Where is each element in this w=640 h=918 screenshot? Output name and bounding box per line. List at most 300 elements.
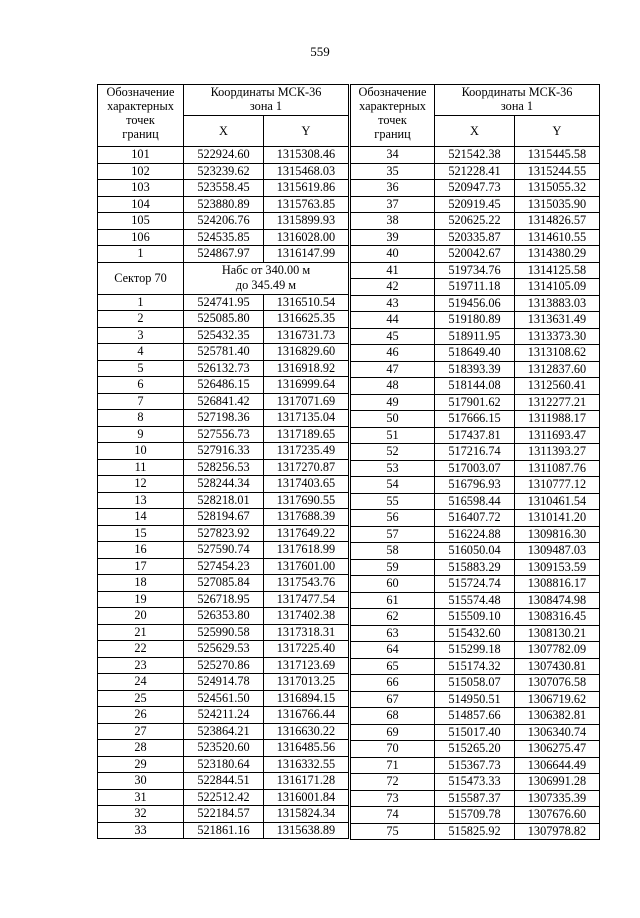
y-cell: 1317135.04 <box>264 410 349 427</box>
point-id-cell: 16 <box>98 542 184 559</box>
table-row <box>98 575 349 592</box>
x-cell: 527916.33 <box>184 443 264 460</box>
y-cell: 1313883.03 <box>515 295 600 312</box>
table-header-row <box>351 85 600 116</box>
y-cell: 1313373.30 <box>515 328 600 345</box>
y-header: Y <box>515 116 600 147</box>
y-cell: 1306719.62 <box>515 691 600 708</box>
x-cell: 517901.62 <box>435 394 515 411</box>
y-cell: 1306644.49 <box>515 757 600 774</box>
y-cell: 1314380.29 <box>515 246 600 263</box>
coordinates-table-left <box>97 84 349 839</box>
header-text: Координаты МСК-36 <box>461 85 573 99</box>
table-row <box>98 756 349 773</box>
x-cell: 515883.29 <box>435 559 515 576</box>
y-cell: 1309816.30 <box>515 526 600 543</box>
header-text: точек <box>378 113 407 127</box>
table-row <box>351 427 600 444</box>
y-cell: 1316630.22 <box>264 723 349 740</box>
x-cell: 517216.74 <box>435 444 515 461</box>
y-cell: 1315244.55 <box>515 163 600 180</box>
point-id-cell: 46 <box>351 345 435 362</box>
y-cell: 1315763.85 <box>264 196 349 213</box>
table-row <box>351 741 600 758</box>
table-row <box>98 674 349 691</box>
point-id-cell: 38 <box>351 213 435 230</box>
x-cell: 514857.66 <box>435 708 515 725</box>
point-id-cell: 67 <box>351 691 435 708</box>
y-cell: 1315638.89 <box>264 822 349 839</box>
y-cell: 1315308.46 <box>264 147 349 164</box>
x-cell: 517666.15 <box>435 411 515 428</box>
table-row <box>98 147 349 164</box>
x-cell: 523864.21 <box>184 723 264 740</box>
x-cell: 515587.37 <box>435 790 515 807</box>
point-id-cell: 11 <box>98 459 184 476</box>
x-cell: 515709.78 <box>435 807 515 824</box>
table-row <box>351 658 600 675</box>
x-cell: 523180.64 <box>184 756 264 773</box>
table-row <box>351 460 600 477</box>
x-cell: 522924.60 <box>184 147 264 164</box>
x-header: X <box>435 116 515 147</box>
x-cell: 526132.73 <box>184 360 264 377</box>
point-id-cell: 10 <box>98 443 184 460</box>
y-cell: 1308130.21 <box>515 625 600 642</box>
y-cell: 1317543.76 <box>264 575 349 592</box>
x-cell: 514950.51 <box>435 691 515 708</box>
y-cell: 1317601.00 <box>264 558 349 575</box>
point-id-cell: 58 <box>351 543 435 560</box>
point-id-cell: 55 <box>351 493 435 510</box>
point-id-cell: 13 <box>98 492 184 509</box>
point-id-cell: 21 <box>98 624 184 641</box>
point-id-cell: 105 <box>98 213 184 230</box>
x-cell: 515299.18 <box>435 642 515 659</box>
point-id-cell: 25 <box>98 690 184 707</box>
y-cell: 1315899.93 <box>264 213 349 230</box>
x-cell: 524867.97 <box>184 246 264 263</box>
y-cell: 1317688.39 <box>264 509 349 526</box>
x-cell: 522512.42 <box>184 789 264 806</box>
point-id-cell: 70 <box>351 741 435 758</box>
point-id-cell: 72 <box>351 774 435 791</box>
point-id-cell: 35 <box>351 163 435 180</box>
point-id-cell: 73 <box>351 790 435 807</box>
coordinates-table-right <box>350 84 600 840</box>
x-cell: 518393.39 <box>435 361 515 378</box>
x-cell: 515473.33 <box>435 774 515 791</box>
table-row <box>351 411 600 428</box>
y-cell: 1306382.81 <box>515 708 600 725</box>
point-id-cell: 54 <box>351 477 435 494</box>
point-id-cell: 60 <box>351 576 435 593</box>
point-id-cell: 12 <box>98 476 184 493</box>
point-id-cell: 51 <box>351 427 435 444</box>
x-cell: 527454.23 <box>184 558 264 575</box>
x-cell: 516407.72 <box>435 510 515 527</box>
table-row <box>351 807 600 824</box>
y-cell: 1317690.55 <box>264 492 349 509</box>
y-cell: 1312277.21 <box>515 394 600 411</box>
x-cell: 515174.32 <box>435 658 515 675</box>
y-cell: 1314826.57 <box>515 213 600 230</box>
x-cell: 518144.08 <box>435 378 515 395</box>
y-cell: 1316625.35 <box>264 311 349 328</box>
y-cell: 1316766.44 <box>264 707 349 724</box>
y-cell: 1316171.28 <box>264 773 349 790</box>
x-header: X <box>184 116 264 147</box>
table-row <box>351 559 600 576</box>
point-id-cell: 27 <box>98 723 184 740</box>
point-id-cell: 31 <box>98 789 184 806</box>
point-id-cell: 64 <box>351 642 435 659</box>
table-row <box>351 279 600 296</box>
y-cell: 1312837.60 <box>515 361 600 378</box>
table-row <box>98 476 349 493</box>
y-cell: 1311693.47 <box>515 427 600 444</box>
point-id-cell: 19 <box>98 591 184 608</box>
y-header: Y <box>264 116 349 147</box>
y-cell: 1308316.45 <box>515 609 600 626</box>
y-cell: 1309153.59 <box>515 559 600 576</box>
y-cell: 1307978.82 <box>515 823 600 840</box>
table-row <box>98 608 349 625</box>
y-cell: 1315619.86 <box>264 180 349 197</box>
point-id-cell: 68 <box>351 708 435 725</box>
point-id-cell: 42 <box>351 279 435 296</box>
point-id-cell: 14 <box>98 509 184 526</box>
table-row <box>98 707 349 724</box>
header-text: зона 1 <box>500 99 534 113</box>
y-cell: 1317403.65 <box>264 476 349 493</box>
table-row <box>351 246 600 263</box>
y-cell: 1317123.69 <box>264 657 349 674</box>
table-row <box>351 576 600 593</box>
y-cell: 1312560.41 <box>515 378 600 395</box>
y-cell: 1317235.49 <box>264 443 349 460</box>
x-cell: 518649.40 <box>435 345 515 362</box>
y-cell: 1316147.99 <box>264 246 349 263</box>
x-cell: 520335.87 <box>435 229 515 246</box>
table-row <box>351 625 600 642</box>
point-id-cell: 39 <box>351 229 435 246</box>
table-row <box>98 690 349 707</box>
x-cell: 525781.40 <box>184 344 264 361</box>
table-row <box>351 493 600 510</box>
x-cell: 519456.06 <box>435 295 515 312</box>
table-row <box>351 147 600 164</box>
table-row <box>351 823 600 840</box>
y-cell: 1317270.87 <box>264 459 349 476</box>
x-cell: 516796.93 <box>435 477 515 494</box>
table-row <box>98 657 349 674</box>
table-row <box>98 163 349 180</box>
table-header-row <box>98 85 349 116</box>
point-id-cell: 34 <box>351 147 435 164</box>
x-cell: 527823.92 <box>184 525 264 542</box>
table-row <box>351 295 600 312</box>
x-cell: 523558.45 <box>184 180 264 197</box>
table-row <box>98 723 349 740</box>
header-text: Обозначение <box>106 85 175 99</box>
y-cell: 1316028.00 <box>264 229 349 246</box>
y-cell: 1315468.03 <box>264 163 349 180</box>
x-cell: 524211.24 <box>184 707 264 724</box>
table-row <box>98 196 349 213</box>
sector-altitude-to: до 345.49 м <box>235 278 297 292</box>
y-cell: 1316332.55 <box>264 756 349 773</box>
point-id-cell: 43 <box>351 295 435 312</box>
x-cell: 525990.58 <box>184 624 264 641</box>
point-id-cell: 33 <box>98 822 184 839</box>
table-row <box>98 213 349 230</box>
table-row <box>351 477 600 494</box>
y-cell: 1317071.69 <box>264 393 349 410</box>
point-id-cell: 20 <box>98 608 184 625</box>
table-row <box>98 393 349 410</box>
table-row <box>98 558 349 575</box>
x-cell: 515825.92 <box>435 823 515 840</box>
point-id-cell: 28 <box>98 740 184 757</box>
y-cell: 1308816.17 <box>515 576 600 593</box>
x-cell: 517003.07 <box>435 460 515 477</box>
y-cell: 1317189.65 <box>264 426 349 443</box>
point-id-cell: 48 <box>351 378 435 395</box>
y-cell: 1307676.60 <box>515 807 600 824</box>
y-cell: 1309487.03 <box>515 543 600 560</box>
point-id-cell: 61 <box>351 592 435 609</box>
y-cell: 1306340.74 <box>515 724 600 741</box>
point-id-cell: 32 <box>98 806 184 823</box>
y-cell: 1316894.15 <box>264 690 349 707</box>
table-row <box>351 675 600 692</box>
point-id-cell: 53 <box>351 460 435 477</box>
sector-altitude-from: Набс от 340.00 м <box>221 263 311 277</box>
x-cell: 523520.60 <box>184 740 264 757</box>
x-cell: 528218.01 <box>184 492 264 509</box>
x-cell: 528194.67 <box>184 509 264 526</box>
point-id-cell: 101 <box>98 147 184 164</box>
point-id-cell: 17 <box>98 558 184 575</box>
x-cell: 525085.80 <box>184 311 264 328</box>
table-row <box>351 394 600 411</box>
table-row <box>351 163 600 180</box>
table-row <box>351 790 600 807</box>
y-cell: 1307782.09 <box>515 642 600 659</box>
y-cell: 1307076.58 <box>515 675 600 692</box>
table-row <box>351 724 600 741</box>
table-row <box>98 789 349 806</box>
table-row <box>351 312 600 329</box>
y-cell: 1317402.38 <box>264 608 349 625</box>
x-cell: 525270.86 <box>184 657 264 674</box>
point-id-cell: 22 <box>98 641 184 658</box>
x-cell: 515017.40 <box>435 724 515 741</box>
y-cell: 1307430.81 <box>515 658 600 675</box>
point-id-cell: 57 <box>351 526 435 543</box>
table-row <box>98 641 349 658</box>
table-row <box>98 377 349 394</box>
x-cell: 526841.42 <box>184 393 264 410</box>
y-cell: 1315824.34 <box>264 806 349 823</box>
x-cell: 521542.38 <box>435 147 515 164</box>
point-id-cell: 24 <box>98 674 184 691</box>
table-row <box>98 294 349 311</box>
y-cell: 1317649.22 <box>264 525 349 542</box>
table-row <box>351 543 600 560</box>
point-id-cell: 36 <box>351 180 435 197</box>
point-id-cell: 18 <box>98 575 184 592</box>
y-cell: 1313631.49 <box>515 312 600 329</box>
sector-row <box>98 262 349 294</box>
point-id-cell: 47 <box>351 361 435 378</box>
table-row <box>351 774 600 791</box>
point-id-cell: 9 <box>98 426 184 443</box>
point-id-cell: 5 <box>98 360 184 377</box>
y-cell: 1311988.17 <box>515 411 600 428</box>
table-row <box>98 740 349 757</box>
x-cell: 528244.34 <box>184 476 264 493</box>
point-id-cell: 23 <box>98 657 184 674</box>
table-row <box>351 609 600 626</box>
x-cell: 518911.95 <box>435 328 515 345</box>
y-cell: 1316829.60 <box>264 344 349 361</box>
x-cell: 520625.22 <box>435 213 515 230</box>
header-text: характерных <box>107 99 174 113</box>
point-id-cell: 4 <box>98 344 184 361</box>
y-cell: 1308474.98 <box>515 592 600 609</box>
header-text: зона 1 <box>249 99 283 113</box>
table-row <box>98 344 349 361</box>
table-row <box>98 509 349 526</box>
y-cell: 1317225.40 <box>264 641 349 658</box>
point-id-cell: 44 <box>351 312 435 329</box>
table-row <box>98 229 349 246</box>
header-text: границ <box>374 127 411 141</box>
y-cell: 1317318.31 <box>264 624 349 641</box>
x-cell: 515724.74 <box>435 576 515 593</box>
y-cell: 1317618.99 <box>264 542 349 559</box>
header-text: Обозначение <box>358 85 427 99</box>
point-id-cell: 102 <box>98 163 184 180</box>
x-cell: 519711.18 <box>435 279 515 296</box>
point-id-cell: 15 <box>98 525 184 542</box>
y-cell: 1313108.62 <box>515 345 600 362</box>
y-cell: 1316510.54 <box>264 294 349 311</box>
table-row <box>351 757 600 774</box>
point-id-cell: 40 <box>351 246 435 263</box>
table-row <box>351 361 600 378</box>
table-row <box>351 592 600 609</box>
x-cell: 516598.44 <box>435 493 515 510</box>
table-row <box>351 345 600 362</box>
table-row <box>98 773 349 790</box>
table-row <box>98 822 349 839</box>
point-id-cell: 74 <box>351 807 435 824</box>
x-cell: 527085.84 <box>184 575 264 592</box>
x-cell: 526353.80 <box>184 608 264 625</box>
table-row <box>351 642 600 659</box>
y-cell: 1310777.12 <box>515 477 600 494</box>
point-id-cell: 71 <box>351 757 435 774</box>
y-cell: 1314105.09 <box>515 279 600 296</box>
x-cell: 523880.89 <box>184 196 264 213</box>
sector-name: Сектор 70 <box>98 262 184 294</box>
table-row <box>98 591 349 608</box>
x-cell: 516224.88 <box>435 526 515 543</box>
table-row <box>98 624 349 641</box>
table-row <box>98 311 349 328</box>
table-row <box>351 180 600 197</box>
table-row <box>351 708 600 725</box>
x-cell: 527556.73 <box>184 426 264 443</box>
table-row <box>98 426 349 443</box>
point-id-cell: 62 <box>351 609 435 626</box>
table-row <box>351 378 600 395</box>
x-cell: 515574.48 <box>435 592 515 609</box>
point-id-cell: 29 <box>98 756 184 773</box>
y-cell: 1306991.28 <box>515 774 600 791</box>
table-row <box>351 691 600 708</box>
point-id-cell: 50 <box>351 411 435 428</box>
point-id-cell: 63 <box>351 625 435 642</box>
x-cell: 515058.07 <box>435 675 515 692</box>
header-text: границ <box>122 127 159 141</box>
point-id-cell: 106 <box>98 229 184 246</box>
point-id-cell: 1 <box>98 246 184 263</box>
y-cell: 1316918.92 <box>264 360 349 377</box>
y-cell: 1316999.64 <box>264 377 349 394</box>
x-cell: 524741.95 <box>184 294 264 311</box>
point-id-cell: 59 <box>351 559 435 576</box>
point-id-cell: 75 <box>351 823 435 840</box>
table-row <box>351 444 600 461</box>
point-id-cell: 30 <box>98 773 184 790</box>
point-id-cell: 41 <box>351 262 435 279</box>
header-text: точек <box>126 113 155 127</box>
point-id-cell: 45 <box>351 328 435 345</box>
table-row <box>351 196 600 213</box>
table-row <box>98 443 349 460</box>
x-cell: 520947.73 <box>435 180 515 197</box>
x-cell: 524561.50 <box>184 690 264 707</box>
table-row <box>98 410 349 427</box>
y-cell: 1310461.54 <box>515 493 600 510</box>
table-row <box>98 327 349 344</box>
y-cell: 1310141.20 <box>515 510 600 527</box>
table-row <box>351 229 600 246</box>
y-cell: 1314125.58 <box>515 262 600 279</box>
header-text: Координаты МСК-36 <box>210 85 322 99</box>
point-id-cell: 6 <box>98 377 184 394</box>
point-id-cell: 26 <box>98 707 184 724</box>
point-id-cell: 2 <box>98 311 184 328</box>
point-id-cell: 37 <box>351 196 435 213</box>
x-cell: 527198.36 <box>184 410 264 427</box>
table-row <box>351 262 600 279</box>
x-cell: 520042.67 <box>435 246 515 263</box>
x-cell: 525432.35 <box>184 327 264 344</box>
point-id-cell: 104 <box>98 196 184 213</box>
y-cell: 1317013.25 <box>264 674 349 691</box>
y-cell: 1315035.90 <box>515 196 600 213</box>
table-row <box>98 806 349 823</box>
x-cell: 516050.04 <box>435 543 515 560</box>
x-cell: 527590.74 <box>184 542 264 559</box>
x-cell: 515367.73 <box>435 757 515 774</box>
point-id-cell: 65 <box>351 658 435 675</box>
